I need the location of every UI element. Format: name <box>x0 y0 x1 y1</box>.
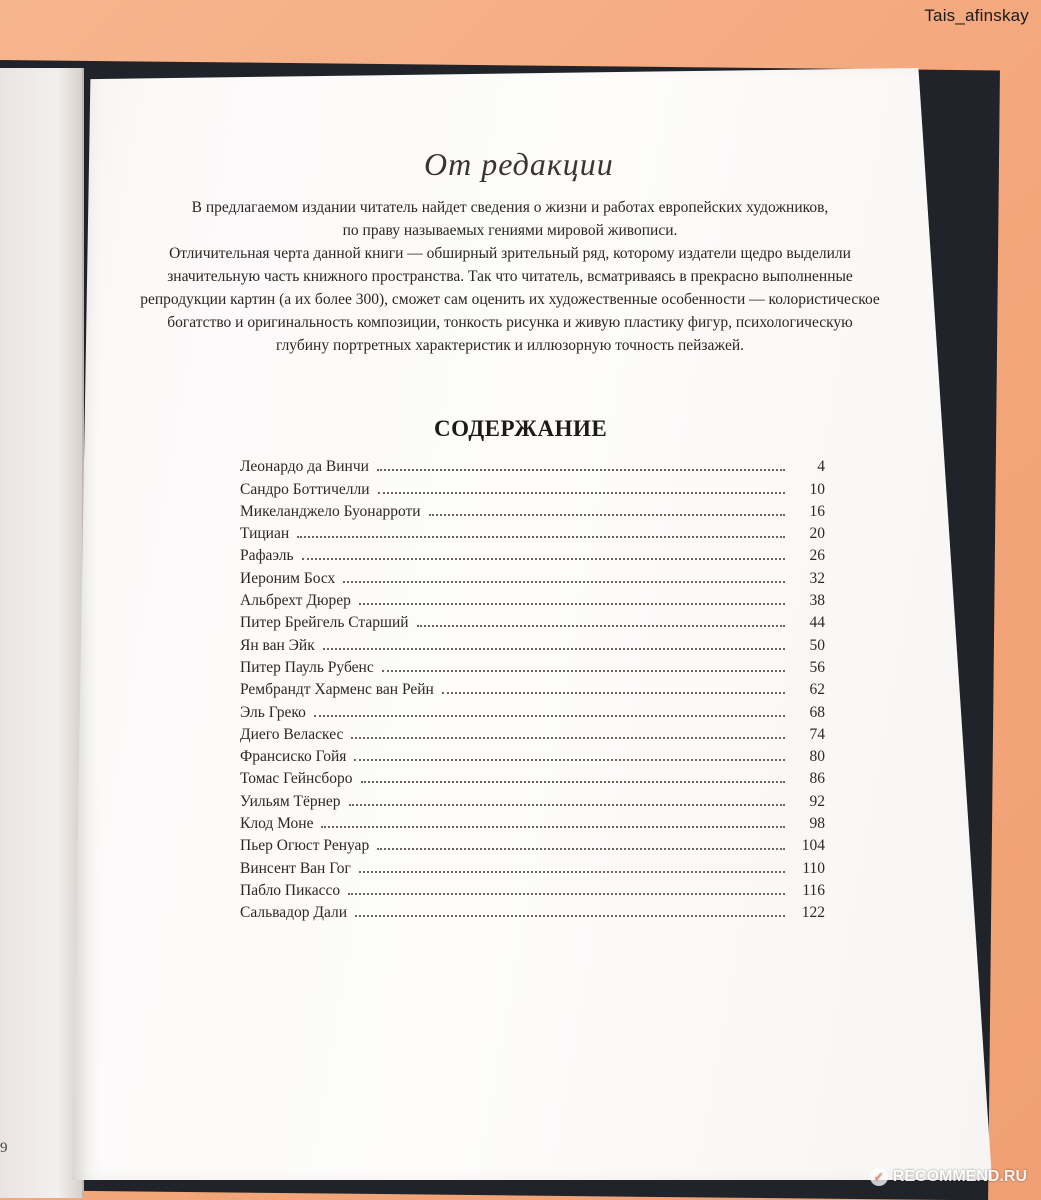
toc-dot-leader <box>354 758 785 761</box>
toc-entry-page: 10 <box>809 480 825 498</box>
toc-entry-page: 50 <box>809 636 825 654</box>
toc-entry-name: Тициан <box>240 525 290 543</box>
toc-dot-leader <box>314 714 785 717</box>
toc-dot-leader <box>302 557 785 560</box>
toc-entry <box>240 722 825 744</box>
toc-dot-leader <box>343 580 785 583</box>
toc-entry <box>240 610 825 632</box>
toc-entry-page: 74 <box>809 725 825 743</box>
toc-dot-leader <box>361 780 785 783</box>
toc-entry-name: Леонардо да Винчи <box>240 458 369 476</box>
toc-entry-name: Пьер Огюст Ренуар <box>240 837 370 855</box>
toc-entry-page: 26 <box>809 547 825 565</box>
toc-entry-page: 68 <box>809 703 825 721</box>
toc-entry <box>240 565 825 587</box>
toc-dot-leader <box>429 513 785 516</box>
toc-entry <box>240 655 825 677</box>
toc-entry <box>240 878 825 900</box>
intro-line-1: В предлагаемом издании читатель найдет сведения о жизни и работах европейских художников, <box>191 199 829 216</box>
toc-entry-page: 122 <box>801 904 825 922</box>
toc-entry-name: Клод Моне <box>240 815 314 833</box>
toc-entry-page: 20 <box>809 525 825 543</box>
toc-entry-page: 16 <box>809 502 825 520</box>
toc-entry-name: Франсиско Гойя <box>240 748 347 766</box>
toc-entry <box>240 855 825 877</box>
toc-entry-name: Уильям Тёрнер <box>240 792 341 810</box>
toc-entry-page: 80 <box>809 748 825 766</box>
toc-heading: СОДЕРЖАНИЕ <box>434 416 608 441</box>
toc-dot-leader <box>382 669 785 672</box>
toc-entry <box>240 588 825 610</box>
toc-entry <box>240 766 825 788</box>
table-of-contents <box>240 454 825 922</box>
toc-dot-leader <box>378 491 785 494</box>
brand-logo-icon: ✓ <box>870 1168 888 1186</box>
toc-entry-name: Эль Греко <box>240 703 306 721</box>
toc-dot-leader <box>349 803 785 806</box>
toc-entry-page: 98 <box>809 815 825 833</box>
toc-dot-leader <box>321 825 785 828</box>
toc-dot-leader <box>442 691 785 694</box>
toc-entry-name: Ян ван Эйк <box>240 636 315 654</box>
toc-entry-name: Сандро Боттичелли <box>240 480 370 498</box>
intro-line-2: по праву называемых гениями мировой живописи. <box>342 222 678 239</box>
toc-dot-leader <box>377 847 785 850</box>
footer-brand <box>870 1168 1027 1186</box>
toc-entry <box>240 677 825 699</box>
toc-entry-page: 4 <box>817 458 825 476</box>
toc-entry-page: 38 <box>809 592 825 610</box>
toc-dot-leader <box>417 624 785 627</box>
toc-entry-page: 116 <box>802 881 825 899</box>
toc-entry <box>240 454 825 476</box>
toc-dot-leader <box>359 602 785 605</box>
toc-entry <box>240 521 825 543</box>
left-page-number: 9 <box>0 1140 8 1156</box>
toc-entry-name: Альбрехт Дюрер <box>240 592 351 610</box>
toc-entry <box>240 476 825 498</box>
toc-entry <box>240 744 825 766</box>
page-title: От редакции <box>424 146 614 182</box>
toc-dot-leader <box>323 647 785 650</box>
toc-dot-leader <box>297 535 785 538</box>
toc-entry-name: Томас Гейнсборо <box>240 770 353 788</box>
toc-entry-page: 92 <box>809 792 825 810</box>
toc-entry-page: 56 <box>809 658 825 676</box>
toc-entry-name: Диего Веласкес <box>240 725 344 743</box>
toc-entry <box>240 788 825 810</box>
toc-entry <box>240 543 825 565</box>
toc-entry <box>240 499 825 521</box>
toc-dot-leader <box>377 468 785 471</box>
toc-dot-leader <box>348 892 785 895</box>
left-page <box>0 68 84 1198</box>
toc-dot-leader <box>351 736 785 739</box>
toc-entry-name: Микеланджело Буонарроти <box>240 502 421 520</box>
toc-entry <box>240 833 825 855</box>
toc-entry-name: Иероним Босх <box>240 569 336 587</box>
toc-dot-leader <box>355 914 785 917</box>
toc-entry-name: Рафаэль <box>240 547 294 565</box>
intro-paragraph: Отличительная черта данной книги — обширный зрительный ряд, которому издатели щедро выделили значительную часть книжного пространства. Так что читатель, всматриваясь в прекрасно выполненные репродукции картин (а их более 300), сможет сам оценить их художественные особенности — колористическое богатство и оригинальность композиции, тонкость рисунка и живую пластику фигур, психологическую глубину портретных характеристик и иллюзорную точность пейзажей. <box>140 245 880 354</box>
toc-entry-name: Рембрандт Харменс ван Рейн <box>240 681 434 699</box>
toc-entry <box>240 811 825 833</box>
toc-entry-page: 62 <box>809 681 825 699</box>
toc-entry <box>240 699 825 721</box>
toc-entry-name: Винсент Ван Гог <box>240 859 351 877</box>
intro-text <box>140 196 880 357</box>
footer-brand-text: RECOMMEND.RU <box>892 1168 1027 1185</box>
toc-entry <box>240 632 825 654</box>
toc-entry-name: Пабло Пикассо <box>240 881 341 899</box>
toc-dot-leader <box>359 870 785 873</box>
toc-entry <box>240 900 825 922</box>
toc-entry-page: 32 <box>809 569 825 587</box>
toc-entry-name: Сальвадор Дали <box>240 904 348 922</box>
watermark: Tais_afinskay <box>924 6 1029 25</box>
toc-entry-name: Питер Пауль Рубенс <box>240 658 374 676</box>
toc-entry-page: 44 <box>809 614 825 632</box>
toc-entry-page: 110 <box>802 859 825 877</box>
toc-entry-page: 104 <box>801 837 825 855</box>
toc-entry-name: Питер Брейгель Старший <box>240 614 409 632</box>
toc-entry-page: 86 <box>809 770 825 788</box>
